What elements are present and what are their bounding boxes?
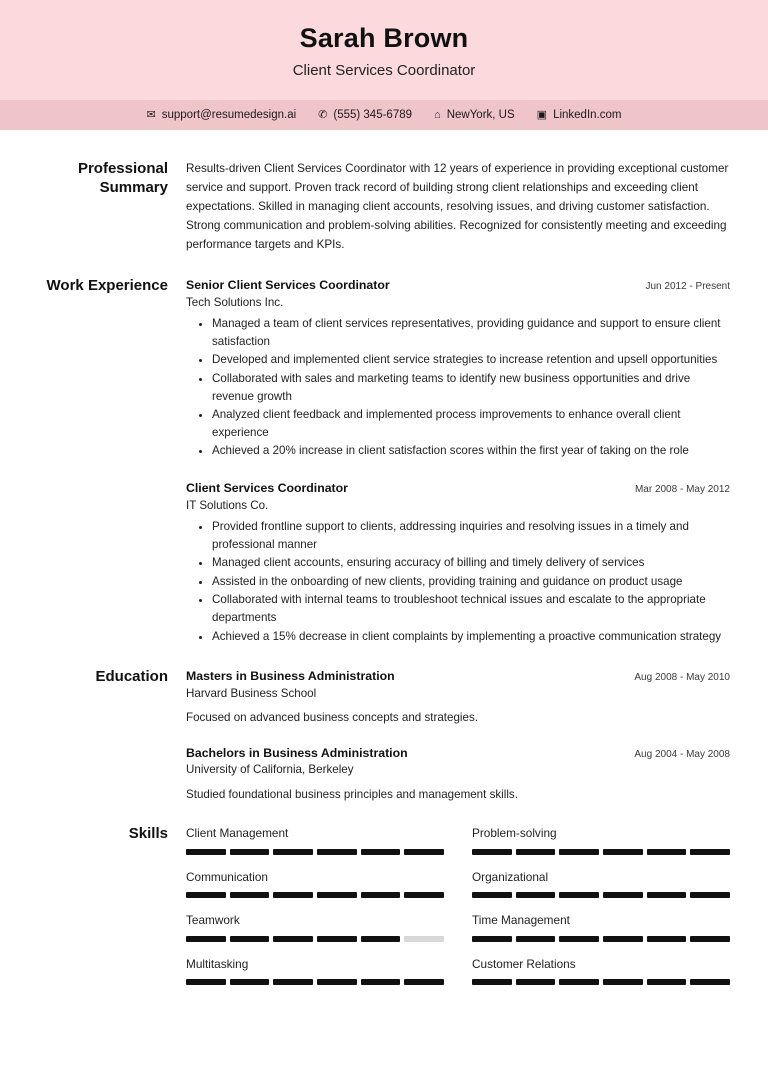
experience-company: IT Solutions Co. bbox=[186, 498, 269, 512]
skill-level-segment bbox=[186, 936, 226, 942]
experience-bullet-list bbox=[186, 518, 730, 645]
candidate-name: Sarah Brown bbox=[299, 23, 469, 53]
skill-level-meter bbox=[186, 936, 444, 942]
skill-name: Time Management bbox=[472, 913, 570, 928]
skill-level-segment bbox=[404, 849, 444, 855]
skill-level-segment bbox=[186, 979, 226, 985]
skill-level-segment bbox=[690, 979, 730, 985]
skill-level-segment bbox=[230, 979, 270, 985]
skill-level-segment bbox=[647, 892, 687, 898]
section-work-experience bbox=[38, 277, 730, 646]
section-label-summary: Professional Summary bbox=[77, 160, 168, 197]
skill-level-segment bbox=[516, 936, 556, 942]
skill-level-segment bbox=[361, 979, 401, 985]
experience-bullet: • Developed and implemented client service strategies to increase retention and upsell opportunities bbox=[212, 351, 730, 369]
skill-level-segment bbox=[186, 849, 226, 855]
experience-role: Client Services Coordinator bbox=[186, 481, 348, 496]
experience-bullet: • Collaborated with sales and marketing teams to identify new business opportunities and drive revenue growth bbox=[212, 370, 730, 405]
skill-level-segment bbox=[361, 892, 401, 898]
skill-level-segment bbox=[230, 892, 270, 898]
skill-level-meter bbox=[472, 892, 730, 898]
skill-name: Problem-solving bbox=[472, 826, 557, 841]
education-entry bbox=[186, 668, 730, 726]
section-label-skills: Skills bbox=[128, 825, 168, 843]
experience-bullet: • Achieved a 15% decrease in client complaints by implementing a proactive communication strategy bbox=[212, 628, 730, 646]
skill-level-segment bbox=[647, 849, 687, 855]
section-skills bbox=[38, 825, 730, 985]
experience-entry bbox=[186, 480, 730, 645]
education-description: Focused on advanced business concepts and strategies. bbox=[186, 711, 478, 725]
skill-level-segment bbox=[603, 936, 643, 942]
education-entry-header bbox=[186, 668, 730, 685]
skill-level-segment bbox=[472, 979, 512, 985]
skill-item bbox=[186, 869, 444, 899]
experience-bullet: • Analyzed client feedback and implemented process improvements to enhance overall client experience bbox=[212, 406, 730, 441]
experience-bullet: • Managed a team of client services representatives, providing guidance and support to ensure client satisfaction bbox=[212, 315, 730, 350]
experience-bullet: • Collaborated with internal teams to troubleshoot technical issues and escalate to the appropriate departments bbox=[212, 591, 730, 626]
experience-entry-header bbox=[186, 277, 730, 294]
skill-level-segment bbox=[516, 892, 556, 898]
skill-level-meter bbox=[186, 849, 444, 855]
skill-item bbox=[472, 869, 730, 899]
skill-level-segment bbox=[361, 936, 401, 942]
summary-text: Results-driven Client Services Coordinator with 12 years of experience in providing exceptional customer service and support. Proven track record of building strong client relationships and exceeding client expectations. Skilled in managing client accounts, resolving issues, and driving customer satisfaction. Strong communication and problem-solving abilities. Recognized for consistently meeting and exceeding performance targets and KPIs. bbox=[186, 162, 729, 252]
skill-level-segment bbox=[603, 979, 643, 985]
skill-level-segment bbox=[647, 936, 687, 942]
skill-level-segment bbox=[603, 849, 643, 855]
contact-item-text: (555) 345-6789 bbox=[333, 109, 413, 122]
candidate-job-title: Client Services Coordinator bbox=[292, 62, 476, 80]
skill-level-segment bbox=[186, 892, 226, 898]
skill-name: Multitasking bbox=[186, 956, 249, 971]
skill-level-meter bbox=[186, 979, 444, 985]
section-education bbox=[38, 668, 730, 803]
linkedin-icon: ▣ bbox=[536, 108, 548, 121]
experience-bullet-list bbox=[186, 315, 730, 460]
skill-level-segment bbox=[404, 936, 444, 942]
education-dates: Aug 2004 - May 2008 bbox=[634, 748, 730, 760]
skill-level-segment bbox=[559, 892, 599, 898]
skill-level-segment bbox=[404, 892, 444, 898]
skill-level-segment bbox=[559, 979, 599, 985]
skill-level-segment bbox=[317, 979, 357, 985]
skill-name: Organizational bbox=[472, 869, 549, 884]
education-school: University of California, Berkeley bbox=[186, 763, 354, 777]
experience-company: Tech Solutions Inc. bbox=[186, 295, 284, 309]
skill-level-segment bbox=[603, 892, 643, 898]
skill-level-segment bbox=[472, 849, 512, 855]
contact-item[interactable] bbox=[147, 109, 297, 121]
experience-bullet: • Provided frontline support to clients, addressing inquiries and resolving issues in a timely and professional manner bbox=[212, 518, 730, 553]
skill-level-segment bbox=[273, 849, 313, 855]
skills-grid bbox=[186, 825, 730, 985]
skill-level-meter bbox=[472, 849, 730, 855]
skill-level-segment bbox=[690, 936, 730, 942]
experience-dates: Mar 2008 - May 2012 bbox=[634, 484, 730, 496]
resume-body bbox=[0, 130, 768, 985]
skill-item bbox=[472, 825, 730, 855]
skill-level-segment bbox=[516, 979, 556, 985]
education-degree: Bachelors in Business Administration bbox=[186, 745, 408, 760]
education-dates: Aug 2008 - May 2010 bbox=[634, 672, 730, 684]
resume-header bbox=[0, 0, 768, 100]
section-professional-summary bbox=[38, 160, 730, 255]
section-label-experience: Work Experience bbox=[46, 277, 168, 295]
skill-level-segment bbox=[559, 936, 599, 942]
skill-level-meter bbox=[186, 892, 444, 898]
education-entry-header bbox=[186, 745, 730, 762]
contact-item[interactable] bbox=[318, 109, 412, 121]
skill-item bbox=[472, 956, 730, 986]
contact-item-text: LinkedIn.com bbox=[553, 109, 622, 122]
skill-name: Communication bbox=[186, 869, 268, 884]
education-entry bbox=[186, 745, 730, 803]
experience-bullet: • Assisted in the onboarding of new clients, providing training and guidance on product usage bbox=[212, 573, 730, 591]
skill-name: Client Management bbox=[186, 826, 289, 841]
contact-item[interactable] bbox=[537, 109, 622, 121]
skill-level-segment bbox=[690, 892, 730, 898]
skill-level-segment bbox=[317, 849, 357, 855]
education-description: Studied foundational business principles and management skills. bbox=[186, 787, 518, 801]
experience-entry bbox=[186, 277, 730, 460]
contact-item-text: support@resumedesign.ai bbox=[161, 109, 297, 122]
experience-entry-header bbox=[186, 480, 730, 497]
contact-bar bbox=[0, 100, 768, 130]
skill-level-meter bbox=[472, 979, 730, 985]
skill-name: Customer Relations bbox=[472, 956, 576, 971]
skill-level-segment bbox=[559, 849, 599, 855]
experience-bullet: • Managed client accounts, ensuring accuracy of billing and timely delivery of services bbox=[212, 554, 730, 572]
contact-item-text: NewYork, US bbox=[446, 109, 515, 122]
skill-level-segment bbox=[647, 979, 687, 985]
skill-item bbox=[186, 912, 444, 942]
envelope-icon: ✉ bbox=[146, 108, 156, 121]
contact-item[interactable] bbox=[434, 109, 515, 121]
skill-item bbox=[472, 912, 730, 942]
skill-level-segment bbox=[317, 936, 357, 942]
skill-name: Teamwork bbox=[186, 913, 240, 928]
skill-item bbox=[186, 956, 444, 986]
skill-level-segment bbox=[273, 936, 313, 942]
skill-level-segment bbox=[361, 849, 401, 855]
skill-level-segment bbox=[273, 892, 313, 898]
skill-level-segment bbox=[404, 979, 444, 985]
skill-level-segment bbox=[317, 892, 357, 898]
section-label-education: Education bbox=[95, 668, 168, 686]
education-school: Harvard Business School bbox=[186, 686, 317, 700]
education-degree: Masters in Business Administration bbox=[186, 669, 395, 684]
skill-level-meter bbox=[472, 936, 730, 942]
experience-bullet: • Achieved a 20% increase in client satisfaction scores within the first year of taking on the role bbox=[212, 442, 730, 460]
skill-level-segment bbox=[230, 849, 270, 855]
home-icon: ⌂ bbox=[434, 108, 441, 121]
skill-level-segment bbox=[690, 849, 730, 855]
skill-item bbox=[186, 825, 444, 855]
experience-role: Senior Client Services Coordinator bbox=[186, 278, 390, 293]
skill-level-segment bbox=[516, 849, 556, 855]
phone-icon: ✆ bbox=[318, 108, 328, 121]
experience-dates: Jun 2012 - Present bbox=[645, 281, 730, 293]
skill-level-segment bbox=[273, 979, 313, 985]
skill-level-segment bbox=[230, 936, 270, 942]
skill-level-segment bbox=[472, 936, 512, 942]
skill-level-segment bbox=[472, 892, 512, 898]
